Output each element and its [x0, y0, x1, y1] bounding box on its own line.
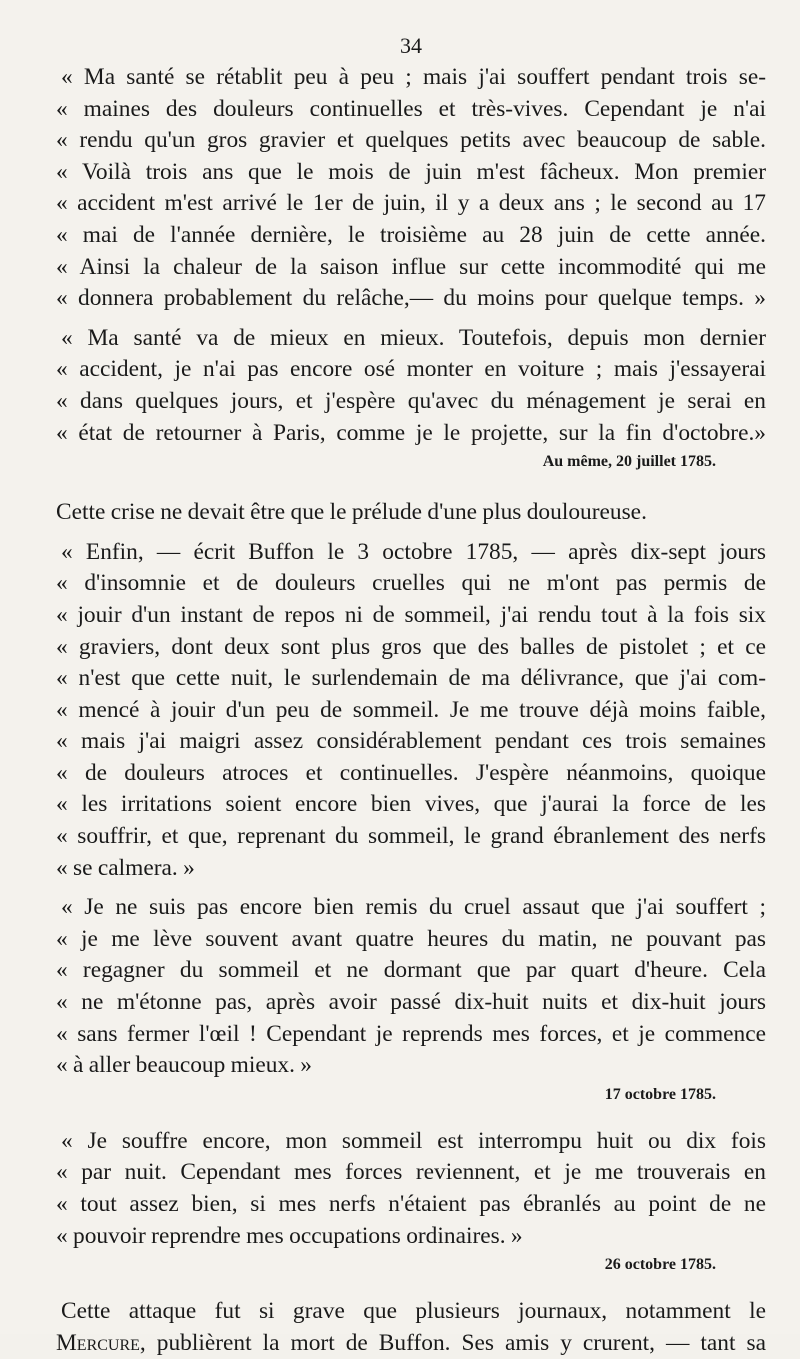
letter-4	[56, 892, 766, 1108]
text-line: « Ma santé va de mieux en mieux. Toutefois, depuis mon dernier	[61, 324, 766, 351]
narrative-paragraph	[56, 497, 766, 529]
letter-signature: Au même, 20 juillet 1785.	[542, 453, 716, 471]
text-line: « maines des douleurs continuelles et très-vives. Cependant je n'ai	[56, 95, 766, 122]
text-line	[56, 1328, 766, 1359]
text-line: « Ainsi la chaleur de la saison influe sur cette incommodité qui me	[56, 253, 766, 280]
text-line: « Ma santé se rétablit peu à peu ; mais j'ai souffert pendant trois se-	[61, 64, 766, 90]
text-line: « je me lève souvent avant quatre heures du matin, ne pouvant pas	[56, 925, 766, 952]
text-line: « rendu qu'un gros gravier et quelques petits avec beaucoup de sable.	[56, 127, 766, 154]
text-line: « accident m'est arrivé le 1er de juin, il y a deux ans ; le second au 17	[56, 190, 766, 217]
text-line: « graviers, dont deux sont plus gros que des balles de pistolet ; et ce	[56, 633, 766, 660]
text-line: « sans fermer l'œil ! Cependant je reprends mes forces, et je commence	[56, 1020, 766, 1047]
text-line: « de douleurs atroces et continuelles. J'espère néanmoins, quoique	[56, 759, 766, 786]
letter-signature: 17 octobre 1785.	[604, 1085, 716, 1103]
closing-paragraph	[56, 1296, 766, 1359]
text-line: « par nuit. Cependant mes forces reviennent, et je me trouverais en	[56, 1159, 766, 1186]
text-line: « mais j'ai maigri assez considérablement pendant ces trois semaines	[56, 728, 766, 755]
journal-name: Mercure	[56, 1329, 140, 1356]
text-line: Cette crise ne devait être que le prélude d'une plus douloureuse.	[56, 499, 647, 526]
text-line: « dans quelques jours, et j'espère qu'avec du ménagement je serai en	[56, 387, 766, 414]
letter-2	[56, 323, 766, 475]
text-line: « souffrir, et que, reprenant du sommeil, le grand ébranlement des nerfs	[56, 823, 766, 850]
letter-3	[56, 537, 766, 885]
text-line: Cette attaque fut si grave que plusieurs journaux, notamment le	[61, 1298, 766, 1325]
letter-1	[56, 62, 766, 315]
text-line: « jouir d'un instant de repos ni de sommeil, j'ai rendu tout à la fois six	[56, 601, 766, 628]
text-line: « Enfin, — écrit Buffon le 3 octobre 1785, — après dix-sept jours	[61, 538, 766, 565]
text-line: « d'insomnie et de douleurs cruelles qui ne m'ont pas permis de	[56, 570, 766, 597]
text-fragment: , publièrent la mort de Buffon. Ses amis y crurent, — tant sa	[139, 1329, 766, 1356]
text-line: « les irritations soient encore bien vives, que j'aurai la force de les	[56, 791, 766, 818]
text-line: « mai de l'année dernière, le troisième au 28 juin de cette année.	[56, 221, 766, 248]
letter-5	[56, 1126, 766, 1278]
text-line: « accident, je n'ai pas encore osé monter en voiture ; mais j'essayerai	[56, 356, 766, 383]
text-line: « ne m'étonne pas, après avoir passé dix-huit nuits et dix-huit jours	[56, 989, 766, 1016]
text-line: « à aller beaucoup mieux. »	[56, 1052, 312, 1079]
text-line: « donnera probablement du relâche,— du moins pour quelque temps. »	[56, 285, 766, 312]
text-line: « se calmera. »	[56, 854, 195, 881]
text-line: « regagner du sommeil et ne dormant que par quart d'heure. Cela	[56, 957, 766, 984]
text-line: « Je ne suis pas encore bien remis du cruel assaut que j'ai souffert ;	[61, 894, 766, 921]
text-line: « état de retourner à Paris, comme je le projette, sur la fin d'octobre.»	[56, 419, 766, 446]
text-line: « Je souffre encore, mon sommeil est interrompu huit ou dix fois	[61, 1127, 766, 1154]
text-line: « pouvoir reprendre mes occupations ordinaires. »	[56, 1222, 523, 1249]
letter-signature: 26 octobre 1785.	[604, 1256, 716, 1274]
text-line: « n'est que cette nuit, le surlendemain de ma délivrance, que j'ai com-	[56, 665, 766, 692]
text-line: « Voilà trois ans que le mois de juin m'est fâcheux. Mon premier	[56, 158, 766, 185]
text-line: « tout assez bien, si mes nerfs n'étaient pas ébranlés au point de ne	[56, 1191, 766, 1217]
page-number: 34	[400, 33, 422, 58]
text-line: « mencé à jouir d'un peu de sommeil. Je me trouve déjà moins faible,	[56, 696, 766, 723]
